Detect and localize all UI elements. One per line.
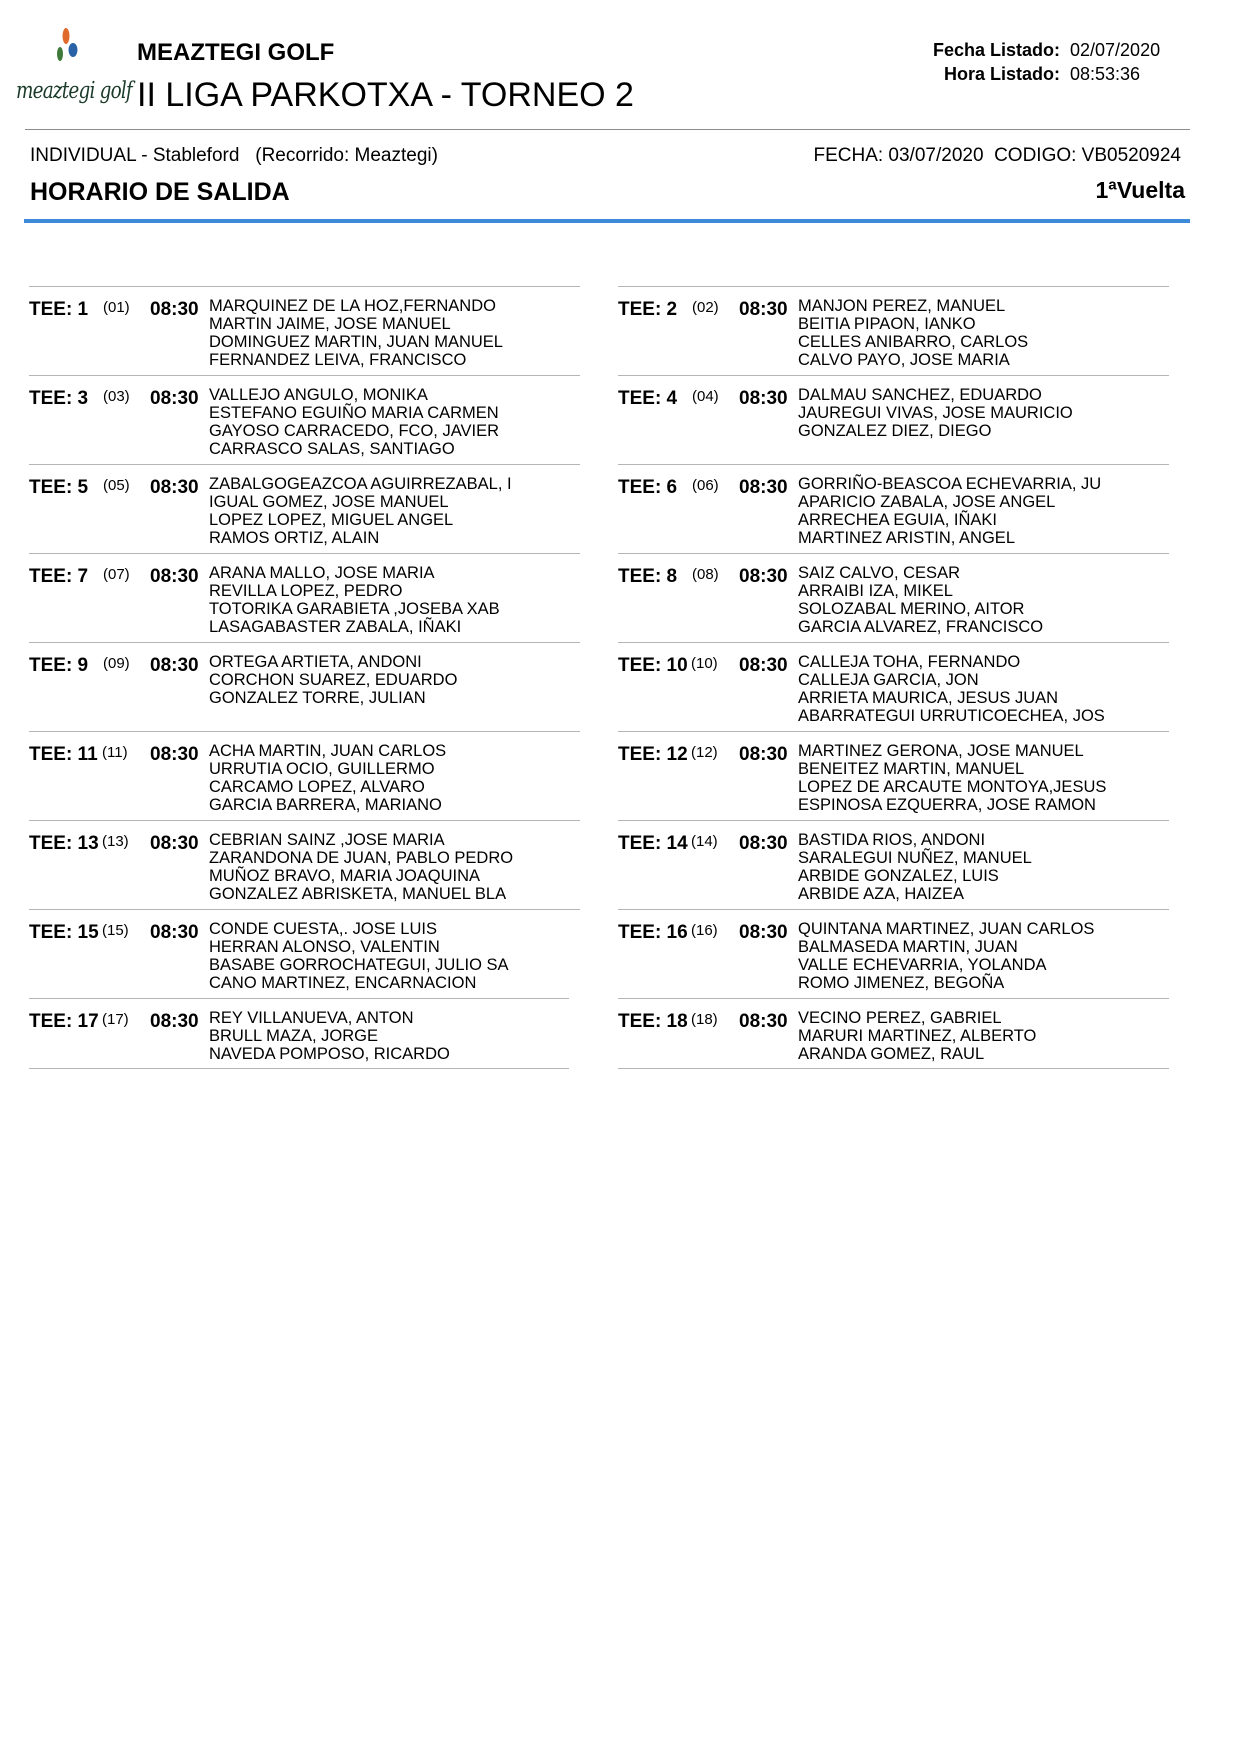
player-name: CALVO PAYO, JOSE MARIA [798,351,1010,369]
round-label: 1ªVuelta [1095,177,1185,203]
player-name: APARICIO ZABALA, JOSE ANGEL [798,493,1056,511]
player-name: CARRASCO SALAS, SANTIAGO [209,440,455,458]
player-list [209,653,457,707]
player-name: CARCAMO LOPEZ, ALVARO [209,778,425,796]
player-name: CALLEJA TOHA, FERNANDO [798,653,1021,671]
player-name: GARCIA BARRERA, MARIANO [209,796,442,814]
tee-label: TEE: 13 [29,833,99,854]
tee-block [618,375,1169,464]
tee-label: TEE: 10 [618,655,688,676]
tee-time: 08:30 [150,655,199,676]
player-list [798,386,1073,440]
tee-label: TEE: 7 [29,566,89,587]
player-name: BRULL MAZA, JORGE [209,1027,379,1045]
player-name: LASAGABASTER ZABALA, IÑAKI [209,618,462,636]
player-name: DOMINGUEZ MARTIN, JUAN MANUEL [209,333,503,351]
tee-label: TEE: 3 [29,388,89,409]
tee-block [618,820,1169,909]
tee-number: (12) [691,744,718,761]
hora-listado-label: Hora Listado: [943,64,1060,84]
tee-label: TEE: 1 [29,299,89,320]
player-name: CANO MARTINEZ, ENCARNACION [209,974,477,992]
player-name: GARCIA ALVAREZ, FRANCISCO [798,618,1044,636]
player-name: DALMAU SANCHEZ, EDUARDO [798,386,1042,404]
player-name: VECINO PEREZ, GABRIEL [798,1009,1002,1027]
player-name: LOPEZ DE ARCAUTE MONTOYA,JESUS [798,778,1107,796]
tee-time: 08:30 [150,922,199,943]
player-list [209,920,509,992]
player-name: BEITIA PIPAON, IANKO [798,315,976,333]
tee-label: TEE: 2 [618,299,678,320]
hora-listado-value: 08:53:36 [1070,64,1141,84]
player-name: ACHA MARTIN, JUAN CARLOS [209,742,447,760]
player-name: ZABALGOGEAZCOA AGUIRREZABAL, I [209,475,512,493]
tee-number: (04) [692,388,719,405]
tournament-title: II LIGA PARKOTXA - TORNEO 2 [137,76,634,114]
player-name: ARBIDE GONZALEZ, LUIS [798,867,999,885]
player-name: ARRIETA MAURICA, JESUS JUAN [798,689,1059,707]
tee-block [29,464,580,553]
tee-label: TEE: 9 [29,655,89,676]
tee-time: 08:30 [739,566,788,587]
tee-number: (03) [103,388,130,405]
player-name: MARTINEZ ARISTIN, ANGEL [798,529,1015,547]
tee-number: (17) [102,1011,129,1028]
tee-label: TEE: 4 [618,388,678,409]
player-name: VALLEJO ANGULO, MONIKA [209,386,428,404]
tee-time: 08:30 [739,744,788,765]
tee-time: 08:30 [150,566,199,587]
player-name: MUÑOZ BRAVO, MARIA JOAQUINA [209,867,481,885]
player-name: BENEITEZ MARTIN, MANUEL [798,760,1025,778]
listing-meta [933,38,1178,86]
player-name: GONZALEZ TORRE, JULIAN [209,689,426,707]
player-list [798,564,1043,636]
player-name: ARANA MALLO, JOSE MARIA [209,564,435,582]
tee-label: TEE: 18 [618,1011,688,1032]
tee-block [618,286,1169,375]
player-name: REVILLA LOPEZ, PEDRO [209,582,403,600]
player-name: MARTIN JAIME, JOSE MANUEL [209,315,451,333]
player-name: MARURI MARTINEZ, ALBERTO [798,1027,1037,1045]
player-list [798,475,1101,547]
player-name: GONZALEZ DIEZ, DIEGO [798,422,992,440]
tee-time: 08:30 [150,833,199,854]
player-name: ROMO JIMENEZ, BEGOÑA [798,974,1005,992]
player-name: FERNANDEZ LEIVA, FRANCISCO [209,351,467,369]
player-name: CONDE CUESTA,. JOSE LUIS [209,920,437,938]
tee-number: (02) [692,299,719,316]
tee-number: (09) [103,655,130,672]
tee-time: 08:30 [739,833,788,854]
tee-label: TEE: 11 [29,744,98,765]
tee-block [618,553,1169,642]
player-list [209,742,446,814]
tee-block [29,642,580,731]
tee-label: TEE: 16 [618,922,688,943]
player-name: ARBIDE AZA, HAIZEA [798,885,964,903]
tee-number: (05) [103,477,130,494]
player-name: HERRAN ALONSO, VALENTIN [209,938,440,956]
player-name: CORCHON SUAREZ, EDUARDO [209,671,458,689]
player-name: CEBRIAN SAINZ ,JOSE MARIA [209,831,445,849]
tee-number: (18) [691,1011,718,1028]
tee-block [618,731,1169,820]
tee-time: 08:30 [739,477,788,498]
tee-column-right [618,286,1169,1069]
tee-label: TEE: 17 [29,1011,99,1032]
tee-number: (08) [692,566,719,583]
player-name: SARALEGUI NUÑEZ, MANUEL [798,849,1032,867]
tee-block [29,909,580,998]
player-list [209,831,513,903]
player-name: REY VILLANUEVA, ANTON [209,1009,414,1027]
club-logo [16,20,132,124]
tee-block [29,375,580,464]
player-name: ESTEFANO EGUIÑO MARIA CARMEN [209,404,499,422]
tee-time: 08:30 [150,388,199,409]
tee-number: (14) [691,833,718,850]
section-title: HORARIO DE SALIDA [30,178,290,206]
tee-time: 08:30 [150,477,199,498]
tee-number: (10) [691,655,718,672]
player-name: RAMOS ORTIZ, ALAIN [209,529,380,547]
player-name: ORTEGA ARTIETA, ANDONI [209,653,422,671]
logo-emblem-icon [16,20,120,80]
tee-block [29,286,580,375]
player-list [798,920,1094,992]
competition-mode: INDIVIDUAL - Stableford (Recorrido: Meaztegi) [30,145,438,166]
tee-number: (01) [103,299,130,316]
player-name: SOLOZABAL MERINO, AITOR [798,600,1025,618]
player-list [209,386,499,458]
player-name: CALLEJA GARCIA, JON [798,671,979,689]
player-name: NAVEDA POMPOSO, RICARDO [209,1045,450,1063]
player-name: GORRIÑO-BEASCOA ECHEVARRIA, JU [798,475,1102,493]
player-name: URRUTIA OCIO, GUILLERMO [209,760,435,778]
tee-label: TEE: 5 [29,477,89,498]
tee-time: 08:30 [739,1011,788,1032]
tee-number: (13) [102,833,129,850]
player-list [209,475,512,547]
player-name: ARRAIBI IZA, MIKEL [798,582,953,600]
fecha-listado-value: 02/07/2020 [1070,40,1161,60]
tee-time: 08:30 [150,299,199,320]
tee-time: 08:30 [739,922,788,943]
tee-time: 08:30 [150,744,199,765]
player-name: CELLES ANIBARRO, CARLOS [798,333,1029,351]
player-name: MARTINEZ GERONA, JOSE MANUEL [798,742,1084,760]
fecha-codigo: FECHA: 03/07/2020 CODIGO: VB0520924 [813,145,1181,166]
player-name: ZARANDONA DE JUAN, PABLO PEDRO [209,849,514,867]
tee-block [618,909,1169,998]
tee-number: (16) [691,922,718,939]
tee-block [29,998,569,1069]
tee-number: (11) [102,744,128,761]
tee-block [29,731,580,820]
accent-divider [24,219,1190,223]
player-name: SAIZ CALVO, CESAR [798,564,960,582]
tee-block [618,464,1169,553]
player-name: GAYOSO CARRACEDO, FCO, JAVIER [209,422,500,440]
player-name: IGUAL GOMEZ, JOSE MANUEL [209,493,449,511]
player-list [798,653,1105,725]
player-name: TOTORIKA GARABIETA ,JOSEBA XAB [209,600,500,618]
tee-time: 08:30 [739,388,788,409]
player-list [798,1009,1036,1063]
tee-column-left [29,286,580,1069]
player-name: LOPEZ LOPEZ, MIGUEL ANGEL [209,511,454,529]
player-name: QUINTANA MARTINEZ, JUAN CARLOS [798,920,1095,938]
club-name: MEAZTEGI GOLF [137,39,335,66]
tee-time: 08:30 [739,655,788,676]
fecha-listado-label: Fecha Listado: [932,40,1060,60]
player-name: MANJON PEREZ, MANUEL [798,297,1006,315]
logo-wordmark: meaztegi golf [16,78,132,104]
player-list [798,831,1032,903]
player-list [209,297,503,369]
player-list [209,564,500,636]
player-name: ARRECHEA EGUIA, IÑAKI [798,511,997,529]
tee-block [29,553,580,642]
tee-block [29,820,580,909]
tee-time: 08:30 [150,1011,199,1032]
tee-number: (06) [692,477,719,494]
player-name: BALMASEDA MARTIN, JUAN [798,938,1018,956]
tee-label: TEE: 14 [618,833,688,854]
player-list [798,297,1028,369]
player-name: BASABE GORROCHATEGUI, JULIO SA [209,956,509,974]
header-divider [25,129,1190,130]
player-name: GONZALEZ ABRISKETA, MANUEL BLA [209,885,507,903]
tee-block [618,642,1169,731]
tee-number: (15) [102,922,129,939]
tee-time: 08:30 [739,299,788,320]
player-name: MARQUINEZ DE LA HOZ,FERNANDO [209,297,496,315]
tee-label: TEE: 8 [618,566,678,587]
player-name: ARANDA GOMEZ, RAUL [798,1045,985,1063]
player-name: VALLE ECHEVARRIA, YOLANDA [798,956,1047,974]
player-name: JAUREGUI VIVAS, JOSE MAURICIO [798,404,1073,422]
player-name: BASTIDA RIOS, ANDONI [798,831,986,849]
tee-number: (07) [103,566,130,583]
tee-label: TEE: 15 [29,922,99,943]
player-name: ABARRATEGUI URRUTICOECHEA, JOS [798,707,1105,725]
tee-label: TEE: 12 [618,744,688,765]
tee-block [618,998,1169,1069]
player-list [209,1009,450,1063]
player-name: ESPINOSA EZQUERRA, JOSE RAMON [798,796,1096,814]
tee-label: TEE: 6 [618,477,678,498]
player-list [798,742,1106,814]
